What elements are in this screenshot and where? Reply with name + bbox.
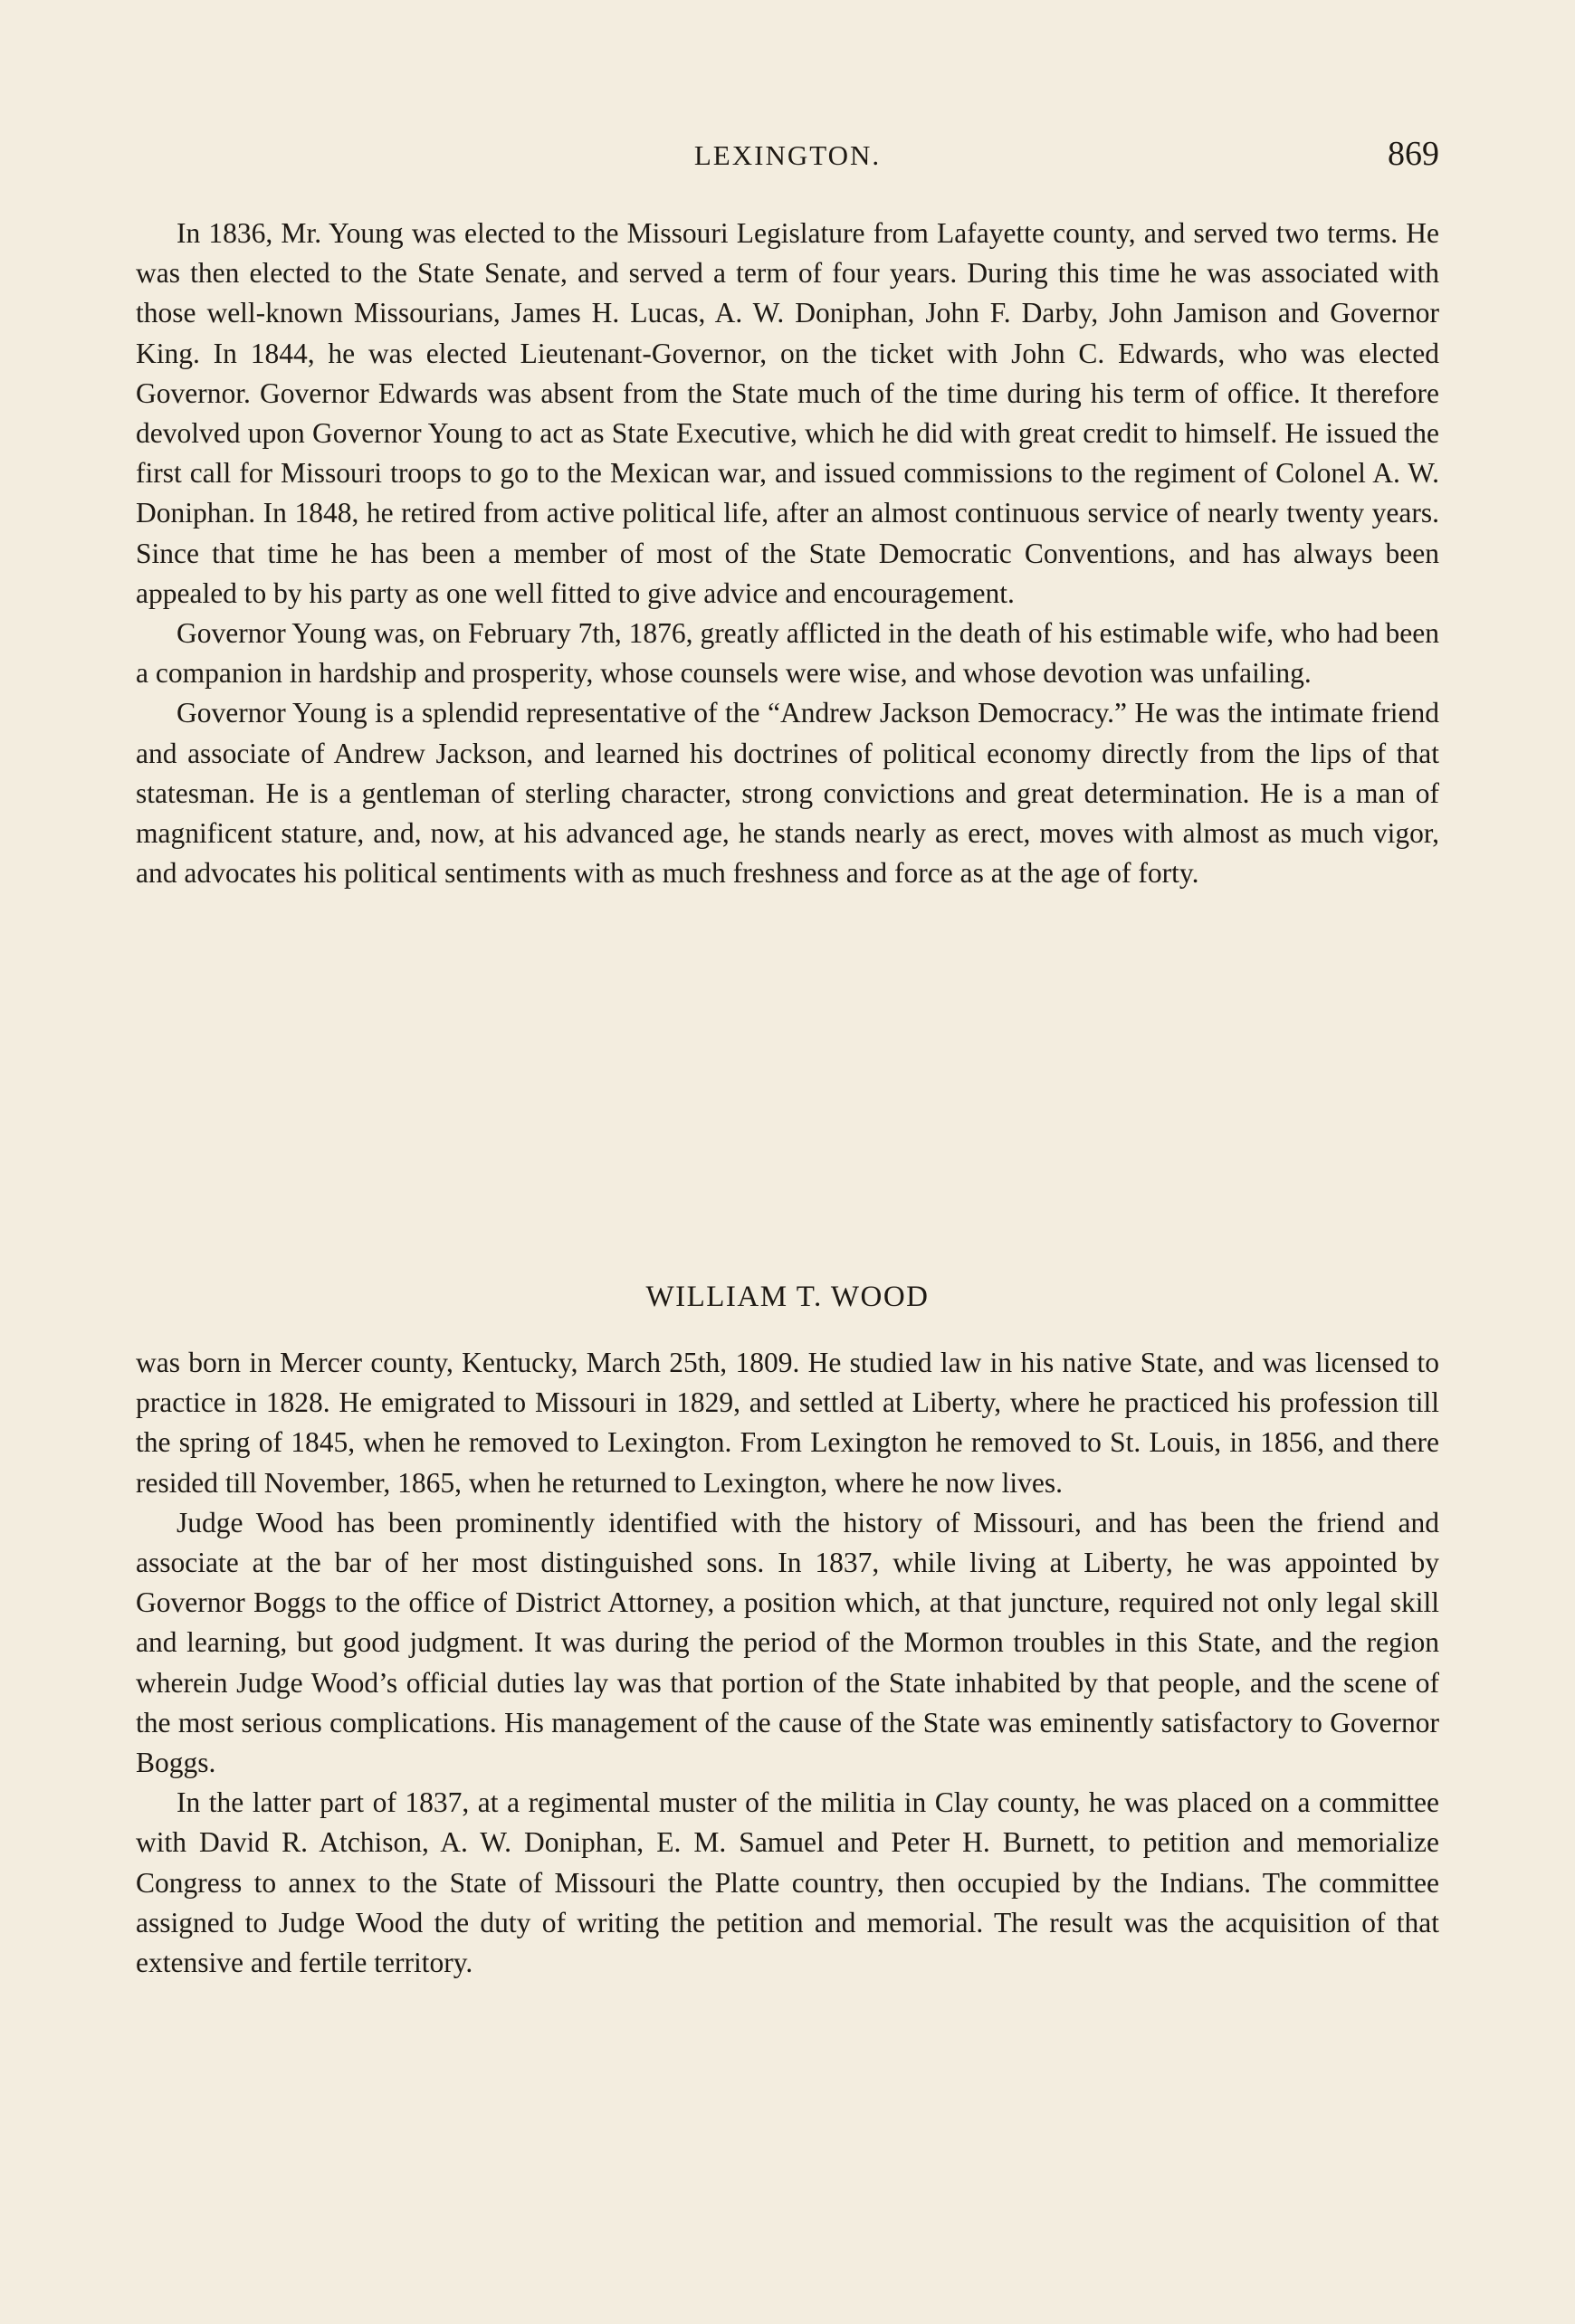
paragraph: Judge Wood has been prominently identified with the history of Missouri, and has been the friend and associate at the bar of her most distinguished sons. In 1837, while living at Liberty, he was appointed by Governor Boggs to the office of District Attorney, a position which, at that juncture, required not only legal skill and learning, but good judgment. It was during the period of the Mormon troubles in this State, and the region wherein Judge Wood’s official duties lay was that portion of the State inhabited by that people, and the scene of the most serious complications. His management of the cause of the State was eminently satisfactory to Governor Boggs. [136,1506,1439,1779]
paragraph: In 1836, Mr. Young was elected to the Missouri Legislature from Lafayette county, and served two terms. He was then elected to the State Senate, and served a term of four years. During this time he was associated with those well-known Missourians, James H. Lucas, A. W. Doniphan, John F. Darby, John Jamison and Governor King. In 1844, he was elected Lieutenant-Governor, on the ticket with John C. Edwards, who was elected Governor. Governor Edwards was absent from the State much of the time during his term of office. It therefore devolved upon Governor Young to act as State Executive, which he did with great credit to himself. He issued the first call for Missouri troops to go to the Mexican war, and issued commissions to the regiment of Colonel A. W. Doniphan. In 1848, he retired from active political life, after an almost continuous service of nearly twenty years. Since that time he has been a member of most of the State Democratic Conventions, and has always been appealed to by his party as one well fitted to give advice and encouragement. [136,217,1439,609]
young-biography-section [136,214,1439,893]
paragraph: Governor Young is a splendid representative of the “Andrew Jackson Democracy.” He was the intimate friend and associate of Andrew Jackson, and learned his doctrines of political economy directly from the lips of that statesman. He is a gentleman of sterling character, strong convictions and great determination. He is a man of magnificent stature, and, now, at his advanced age, he stands nearly as erect, moves with almost as much vigor, and advocates his political sentiments with as much freshness and force as at the age of forty. [136,697,1439,890]
running-title: LEXINGTON. [693,139,882,171]
page-number: 869 [1388,135,1439,173]
section-heading: WILLIAM T. WOOD [645,1281,930,1313]
running-header [136,134,1439,179]
paragraph: was born in Mercer county, Kentucky, March 25th, 1809. He studied law in his native State, and was licensed to practice in 1828. He emigrated to Missouri in 1829, and settled at Liberty, where he practiced his profession till the spring of 1845, when he removed to Lexington. From Lexington he removed to St. Louis, in 1856, and there resided till November, 1865, when he returned to Lexington, where he now lives. [136,1347,1439,1499]
paragraph: Governor Young was, on February 7th, 1876, greatly afflicted in the death of his estimable wife, who had been a companion in hardship and prosperity, whose counsels were wise, and whose devotion was unfailing. [136,617,1439,690]
paragraph: In the latter part of 1837, at a regimental muster of the militia in Clay county, he was placed on a committee with David R. Atchison, A. W. Doniphan, E. M. Samuel and Peter H. Burnett, to petition and memorialize Congress to annex to the State of Missouri the Platte country, then occupied by the Indians. The committee assigned to Judge Wood the duty of writing the petition and memorial. The result was the acquisition of that extensive and fertile territory. [136,1786,1439,1979]
wood-biography-section [136,1343,1439,1983]
